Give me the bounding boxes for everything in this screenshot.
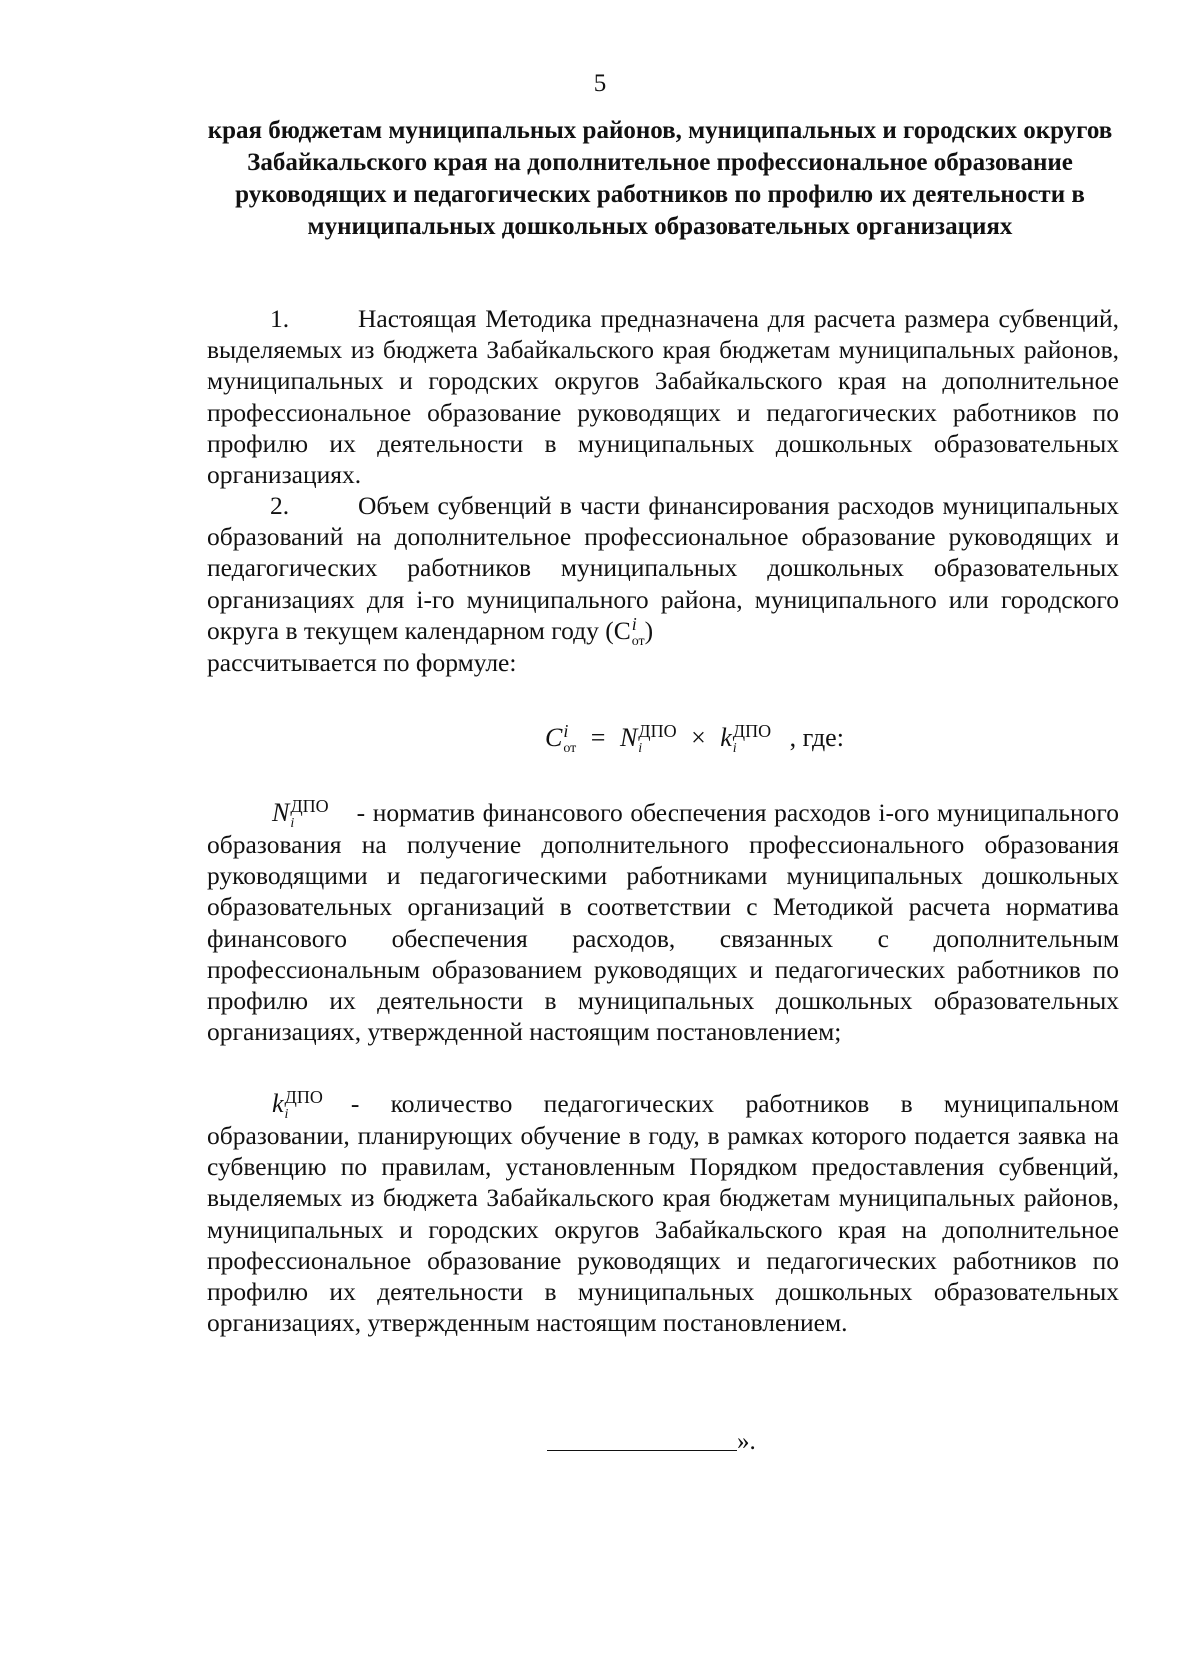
definition-n bbox=[207, 797, 1119, 1047]
paragraph-tail: рассчитывается по формуле: bbox=[207, 647, 517, 677]
formula-k: k bbox=[720, 723, 732, 752]
closing-quote: ». bbox=[737, 1428, 756, 1455]
definition-symbol-indices bbox=[290, 796, 329, 832]
formula-times: × bbox=[691, 723, 706, 752]
page-number: 5 bbox=[593, 70, 607, 97]
symbol-sub: от bbox=[631, 633, 645, 649]
formula-k-sub: i bbox=[732, 741, 737, 757]
paragraph-text: Объем субвенций в части финансирования расходов муниципальных образований на дополнительное профессиональное образование руководящих и педагогических работников муниципальных дошкольных образовательных организациях для i-го муниципального района, муниципального или городского округа в текущем календарном году bbox=[207, 491, 1119, 645]
formula-k-sup: ДПО bbox=[732, 721, 772, 742]
definition-symbol-sup: ДПО bbox=[290, 796, 329, 817]
definition-k bbox=[207, 1088, 1119, 1338]
subvention-symbol bbox=[605, 613, 654, 649]
formula-n-sup: ДПО bbox=[638, 721, 677, 742]
formula-lhs: C bbox=[545, 723, 563, 752]
paragraph-1 bbox=[207, 303, 1119, 490]
paragraph-number: 1. bbox=[270, 304, 290, 333]
formula bbox=[545, 721, 905, 757]
definition-symbol-sup: ДПО bbox=[284, 1087, 323, 1108]
definition-symbol-indices bbox=[284, 1087, 323, 1123]
definition-symbol-letter: k bbox=[272, 1089, 284, 1118]
definition-text: - количество педагогических работников в муниципальном образовании, планирующих обучение в году, в рамках которого подается заявка на субвенцию по правилам, установленным Порядком предоставления субвенций, выделяемых из бюджета Забайкальского края бюджетам муниципальных районов, муниципальных и городских округов Забайкальского края на дополнительное профессиональное образование руководящих и педагогических работников по профилю их деятельности в муниципальных дошкольных образовательных организациях, утвержденным настоящим постановлением. bbox=[207, 1089, 1119, 1338]
definition-symbol-letter: N bbox=[272, 798, 290, 827]
closing-line bbox=[547, 1428, 756, 1456]
formula-n: N bbox=[619, 723, 638, 752]
definition-symbol-sub: i bbox=[284, 1107, 289, 1123]
paragraph-text: Настоящая Методика предназначена для расчета размера субвенций, выделяемых из бюджета Забайкальского края бюджетам муниципальных районов, муниципальных и городских округов Забайкальского края на дополнительное профессиональное образование руководящих и педагогических работников по профилю их деятельности в муниципальных дошкольных образовательных организациях. bbox=[207, 304, 1119, 490]
paragraph-number: 2. bbox=[270, 491, 290, 520]
document-title: края бюджетам муниципальных районов, муниципальных и городских округов Забайкальского края на дополнительное профессиональное образование руководящих и педагогических работников по профилю их деятельности в муниципальных дошкольных образовательных организациях bbox=[207, 117, 1113, 240]
definition-symbol bbox=[272, 1087, 323, 1123]
formula-k-indices bbox=[732, 721, 772, 757]
symbol-indices bbox=[631, 613, 645, 649]
formula-equals: = bbox=[590, 723, 606, 752]
formula-lhs-indices bbox=[563, 721, 577, 757]
symbol-open: (C bbox=[605, 615, 631, 645]
formula-lhs-sup: i bbox=[563, 721, 569, 742]
symbol-sup: i bbox=[631, 613, 637, 634]
symbol-close: ) bbox=[644, 615, 654, 645]
formula-n-sub: i bbox=[638, 741, 643, 757]
definition-text: - норматив финансового обеспечения расходов i-ого муниципального образования на получение дополнительного профессионального образования руководящими и педагогическими работниками муниципальных дошкольных образовательных организаций в соответствии с Методикой расчета норматива финансового обеспечения расходов, связанных с дополнительным профессиональным образованием руководящих и педагогических работников по профилю их деятельности в муниципальных дошкольных образовательных организациях, утвержденной настоящим постановлением; bbox=[207, 798, 1119, 1047]
formula-tail: , где: bbox=[789, 723, 844, 752]
definition-symbol-sub: i bbox=[290, 816, 295, 832]
definition-symbol bbox=[272, 796, 329, 832]
formula-n-indices bbox=[638, 721, 677, 757]
paragraph-2 bbox=[207, 490, 1119, 678]
formula-lhs-sub: от bbox=[563, 741, 577, 757]
signature-blank-line bbox=[547, 1428, 737, 1451]
